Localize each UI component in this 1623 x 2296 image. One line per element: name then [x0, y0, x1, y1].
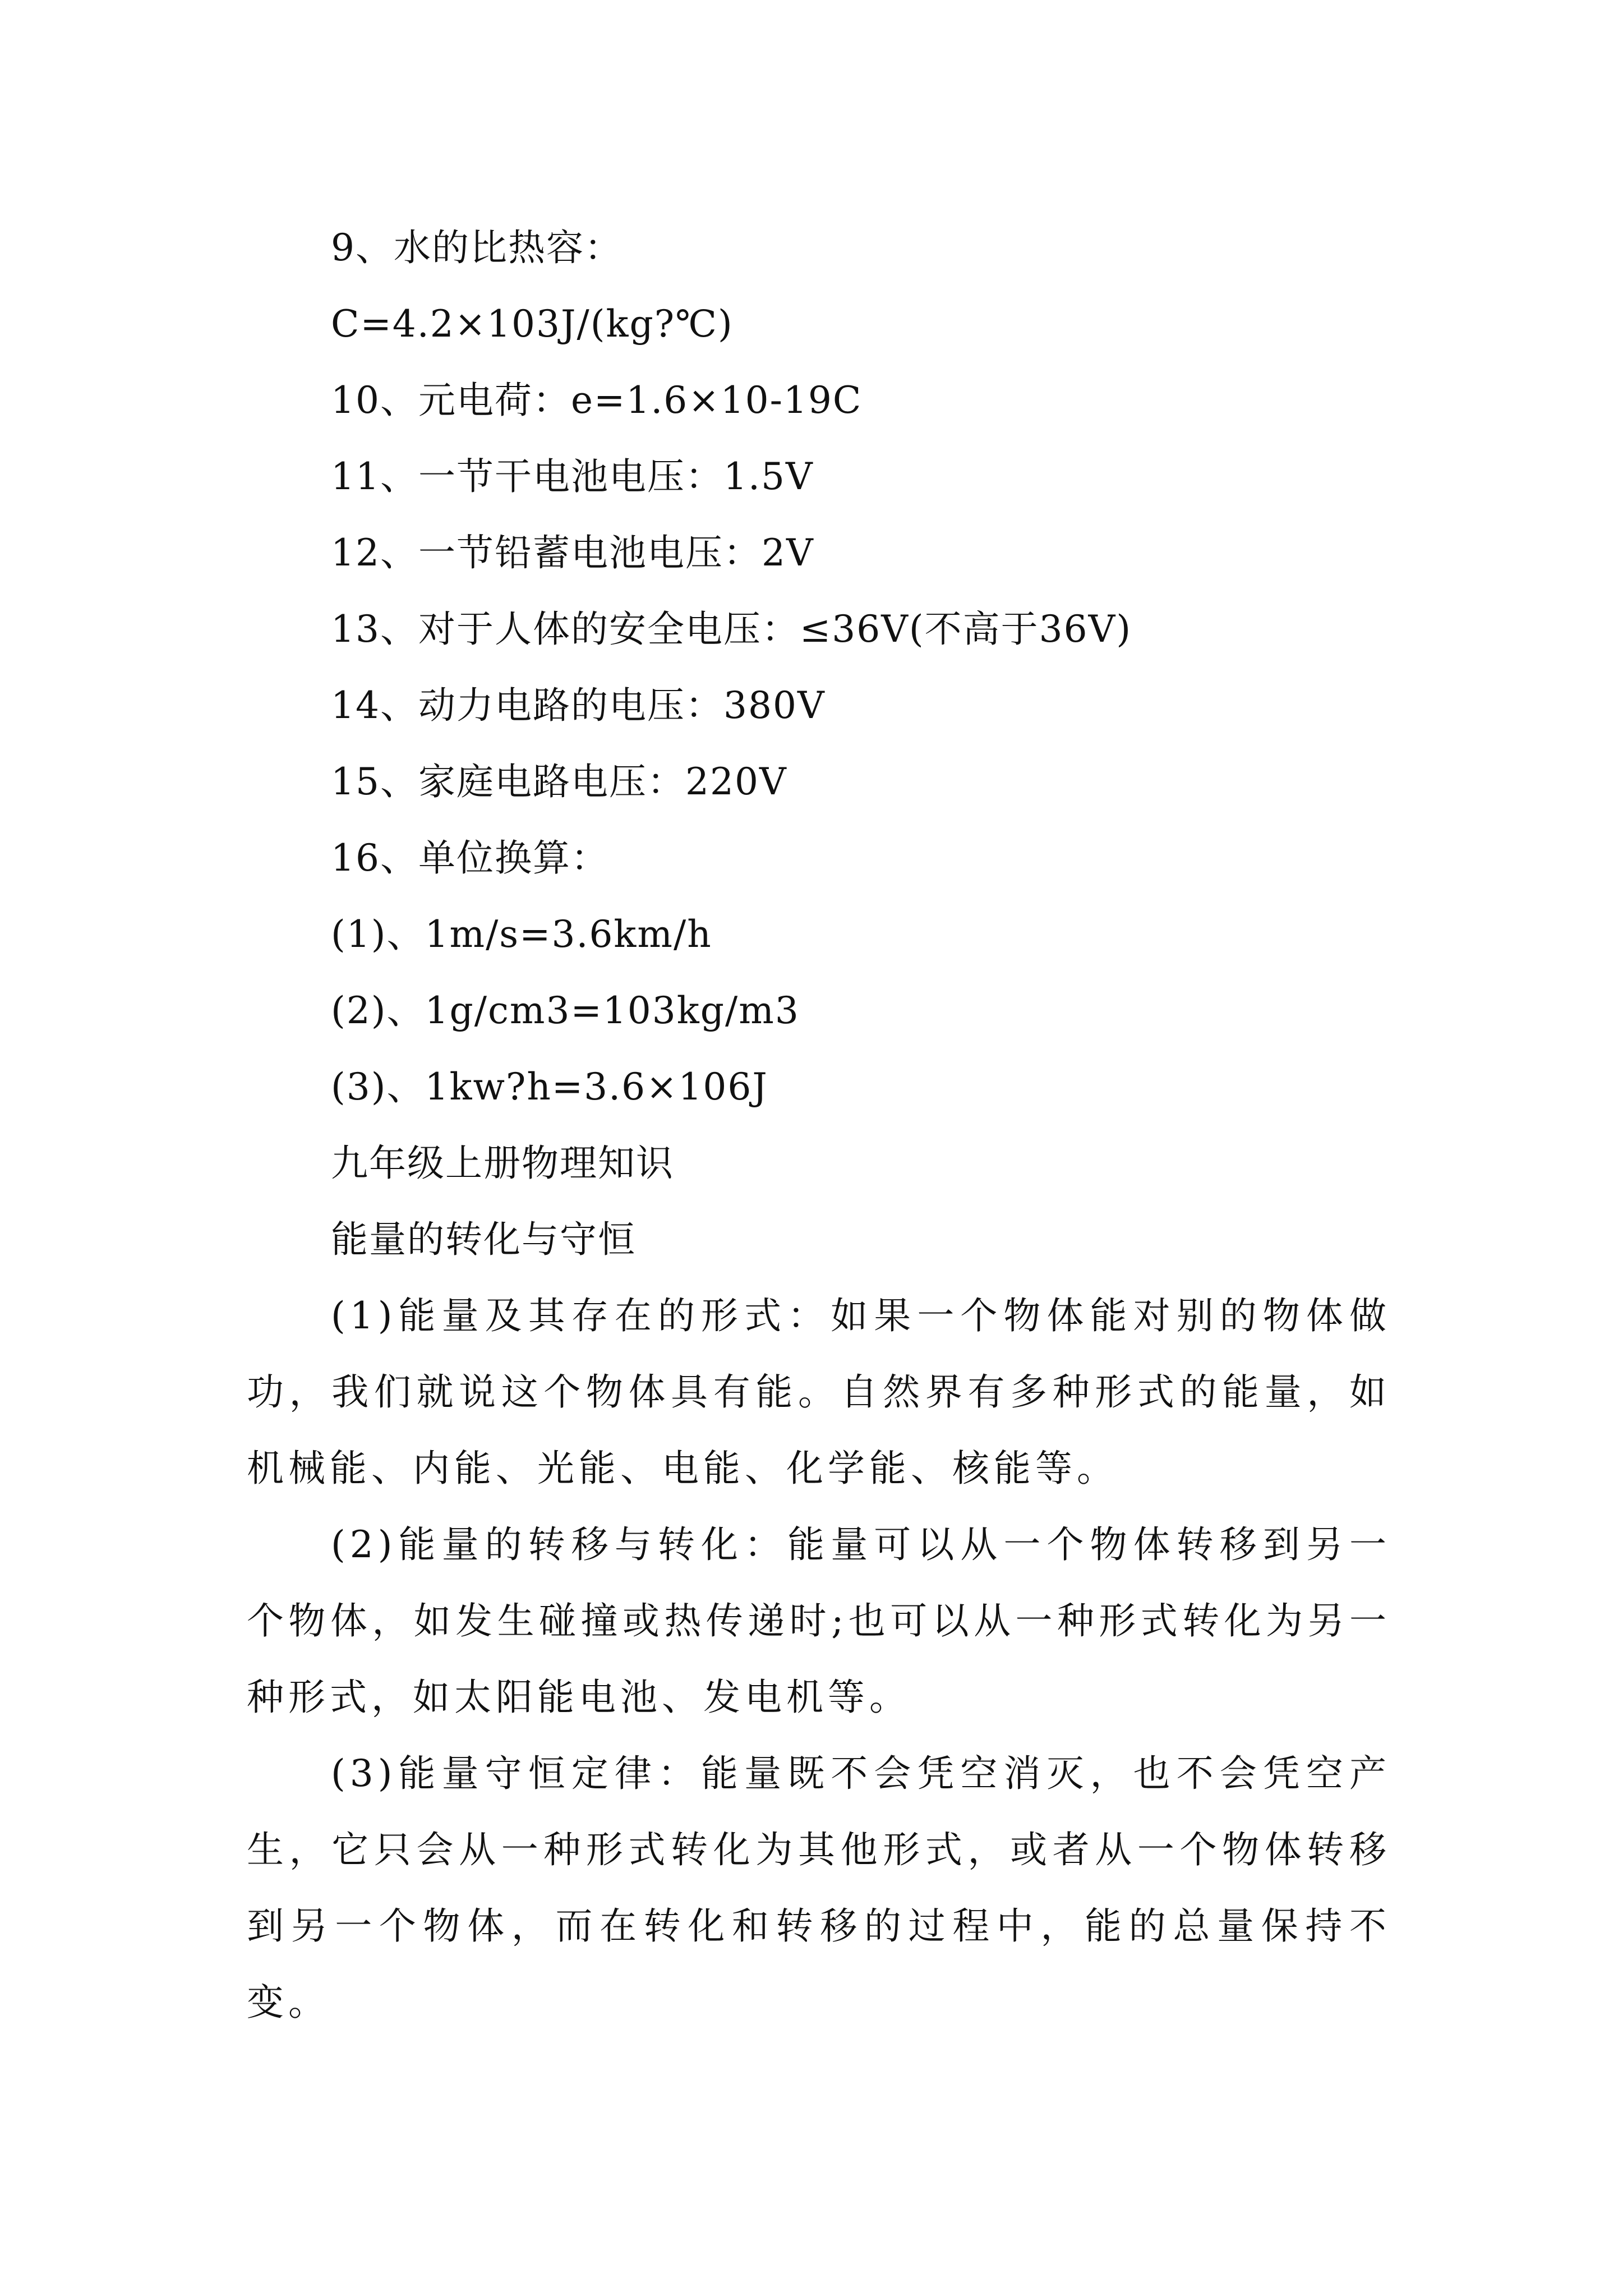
text-line: 11、一节干电池电压：1.5V [331, 455, 814, 498]
document-body [247, 210, 1391, 2041]
text-line: (2)、1g/cm3=103kg/m3 [331, 989, 800, 1032]
text-line: 14、动力电路的电压：380V [331, 684, 826, 727]
text-line: 10、元电荷：e=1.6×10-19C [331, 379, 863, 422]
text-line: C=4.2×103J/(kg?℃) [331, 302, 734, 346]
paragraph-energy-transfer: (2)能量的转移与转化：能量可以从一个物体转移到另一个物体，如发生碰撞或热传递时;也可以从一种形式转化为另一种形式，如太阳能电池、发电机等。 [247, 1523, 1391, 1719]
text-line: 12、一节铅蓄电池电压：2V [331, 531, 814, 574]
text-line: (3)、1kw?h=3.6×106J [331, 1065, 768, 1108]
paragraph-energy-forms: (1)能量及其存在的形式：如果一个物体能对别的物体做功，我们就说这个物体具有能。自然界有多种形式的能量，如机械能、内能、光能、电能、化学能、核能等。 [247, 1294, 1391, 1490]
section-heading: 九年级上册物理知识 [331, 1142, 674, 1185]
text-line: 13、对于人体的安全电压：≤36V(不高于36V) [331, 608, 1132, 651]
text-line: 9、水的比热容： [331, 226, 623, 269]
subsection-heading: 能量的转化与守恒 [331, 1218, 636, 1261]
text-line: (1)、1m/s=3.6km/h [331, 913, 712, 956]
text-line: 16、单位换算： [331, 836, 609, 880]
paragraph-energy-conservation: (3)能量守恒定律：能量既不会凭空消灭，也不会凭空产生，它只会从一种形式转化为其他形式，或者从一个物体转移到另一个物体，而在转化和转移的过程中，能的总量保持不变。 [247, 1752, 1391, 2024]
text-line: 15、家庭电路电压：220V [331, 760, 787, 803]
